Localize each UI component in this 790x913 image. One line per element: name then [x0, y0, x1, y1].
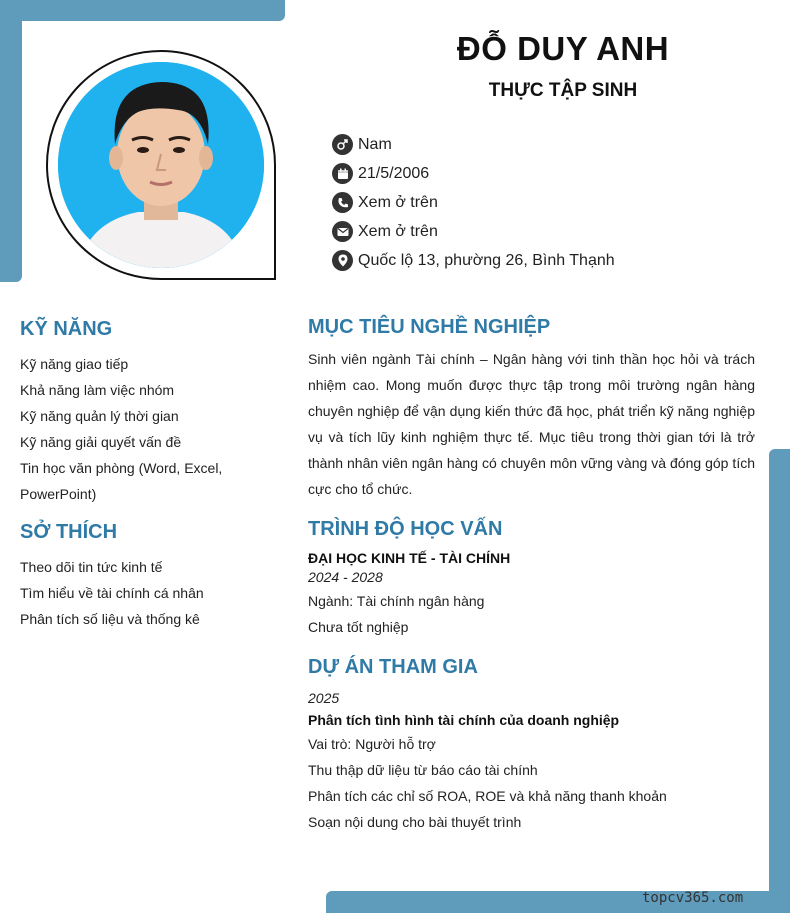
project-task: Phân tích các chỉ số ROA, ROE và khả năng thanh khoản	[308, 788, 667, 804]
watermark: topcv365.com	[642, 890, 744, 906]
left-column	[20, 318, 280, 632]
contact-gender	[332, 130, 615, 159]
contact-phone	[332, 188, 615, 217]
decor-bar-top	[0, 0, 285, 21]
education-major: Ngành: Tài chính ngân hàng	[308, 593, 485, 609]
gender-icon	[332, 134, 353, 155]
profile-photo	[58, 62, 264, 268]
job-title: THỰC TẬP SINH	[488, 80, 638, 101]
contact-birthdate	[332, 159, 615, 188]
contact-email-value: Xem ở trên	[358, 222, 438, 240]
hobbies-section	[20, 521, 280, 632]
school-name: ĐẠI HỌC KINH TẾ - TÀI CHÍNH	[308, 550, 511, 566]
project-name: Phân tích tình hình tài chính của doanh nghiệp	[308, 712, 620, 728]
objective-section	[308, 316, 755, 502]
objective-text: Sinh viên ngành Tài chính – Ngân hàng với tinh thần học hỏi và trách nhiệm cao. Mong muốn được thực tập trong môi trường ngân hàng chuyên nghiệp để vận dụng kiến thức đã học, phát triển kỹ năng nghiệp vụ và tích lũy kinh nghiệm thực tế. Mục tiêu trong thời gian tới là trở thành nhân viên ngân hàng có chuyên môn vững vàng và đóng góp tích cực cho tổ chức.	[308, 351, 755, 497]
hobby-item: Theo dõi tin tức kinh tế	[20, 559, 163, 575]
education-period: 2024 - 2028	[308, 569, 383, 585]
contact-birthdate-value: 21/5/2006	[358, 164, 430, 182]
skill-item: Tin học văn phòng (Word, Excel, PowerPoint)	[20, 460, 223, 502]
calendar-icon	[332, 163, 353, 184]
contact-gender-value: Nam	[358, 135, 392, 153]
hobby-item: Phân tích số liệu và thống kê	[20, 611, 200, 627]
skill-item: Kỹ năng quản lý thời gian	[20, 408, 179, 424]
skills-title: KỸ NĂNG	[20, 318, 113, 340]
projects-title: DỰ ÁN THAM GIA	[308, 656, 478, 678]
candidate-name: ĐỖ DUY ANH	[456, 30, 670, 67]
avatar	[58, 62, 264, 268]
skill-item: Khả năng làm việc nhóm	[20, 382, 175, 398]
right-column	[308, 316, 755, 835]
objective-title: MỤC TIÊU NGHỀ NGHIỆP	[308, 316, 551, 338]
location-pin-icon	[332, 250, 353, 271]
mail-icon	[332, 221, 353, 242]
project-task: Thu thập dữ liệu từ báo cáo tài chính	[308, 762, 538, 778]
hobbies-title: SỞ THÍCH	[20, 521, 118, 543]
projects-section	[308, 656, 755, 835]
decor-bar-right	[769, 449, 790, 913]
project-task: Soạn nội dung cho bài thuyết trình	[308, 814, 522, 830]
education-section	[308, 518, 755, 640]
contact-phone-value: Xem ở trên	[358, 193, 438, 211]
project-role: Vai trò: Người hỗ trợ	[308, 736, 436, 752]
education-title: TRÌNH ĐỘ HỌC VẤN	[308, 518, 503, 540]
contact-list	[332, 130, 615, 275]
contact-email	[332, 217, 615, 246]
phone-icon	[332, 192, 353, 213]
education-status: Chưa tốt nghiệp	[308, 619, 409, 635]
hobby-item: Tìm hiểu về tài chính cá nhân	[20, 585, 204, 601]
contact-address	[332, 246, 615, 275]
decor-bar-left	[0, 0, 22, 282]
skill-item: Kỹ năng giải quyết vấn đề	[20, 434, 182, 450]
contact-address-value: Quốc lộ 13, phường 26, Bình Thạnh	[358, 251, 615, 269]
avatar-frame	[46, 50, 276, 280]
skill-item: Kỹ năng giao tiếp	[20, 356, 129, 372]
skills-section	[20, 318, 280, 507]
project-year: 2025	[308, 690, 340, 706]
